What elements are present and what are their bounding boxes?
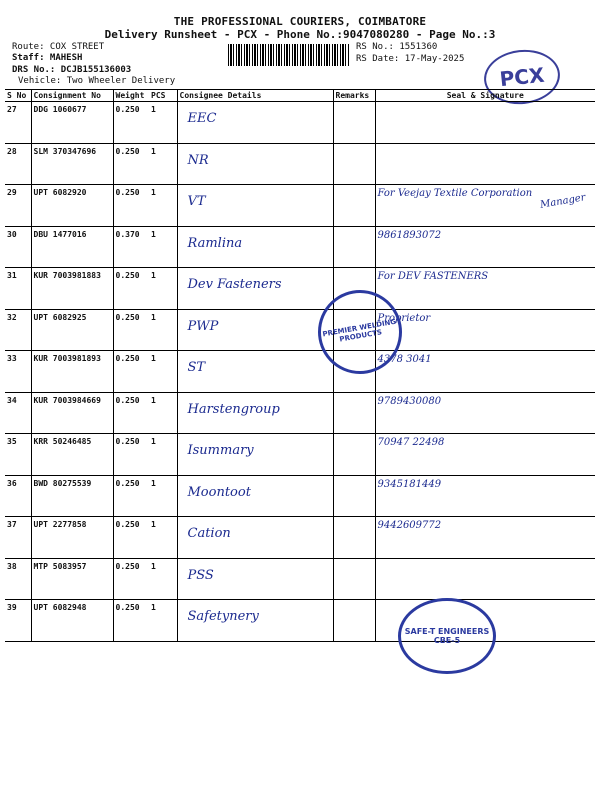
row-seal-text: 9789430080 <box>377 395 442 407</box>
safet-engineers-stamp <box>398 598 496 674</box>
row-consignee-text: Moontoot <box>187 484 251 500</box>
row-sno <box>5 351 31 393</box>
row-weight-text: 0.250 <box>115 561 140 571</box>
row-consignment-no-text: UPT 6082948 <box>33 603 87 612</box>
row-seal-text: 9861893072 <box>377 229 442 241</box>
row-pcs-text: 1 <box>151 354 156 363</box>
row-seal <box>375 517 595 559</box>
row-consignment-no-text: KUR 7003981893 <box>33 354 101 363</box>
row-pcs-text: 1 <box>151 478 156 488</box>
row-consignee <box>177 434 333 476</box>
row-seal <box>375 143 595 185</box>
row-consignment-no <box>31 309 113 351</box>
row-consignee-text: PSS <box>187 567 214 583</box>
row-weight-text: 0.250 <box>115 105 140 114</box>
row-pcs-text: 1 <box>151 312 156 322</box>
row-pcs <box>149 558 177 600</box>
row-sno-text: 37 <box>7 520 17 529</box>
row-sno-text: 36 <box>7 478 17 488</box>
row-pcs <box>149 143 177 185</box>
row-remarks <box>333 392 375 434</box>
barcode-icon <box>228 44 350 66</box>
row-consignee-text: ST <box>187 360 206 375</box>
row-pcs <box>149 309 177 351</box>
row-sno <box>5 600 31 642</box>
row-consignment-no <box>31 517 113 559</box>
rs-date: RS Date: 17-May-2025 <box>356 54 465 64</box>
row-consignee <box>177 268 333 310</box>
row-weight-text: 0.370 <box>115 229 140 239</box>
col-remarks: Remarks <box>333 90 375 102</box>
row-consignee-text: NR <box>187 152 209 168</box>
row-consignment-no <box>31 558 113 600</box>
row-seal-text: 70947 22498 <box>377 437 445 448</box>
row-weight <box>113 517 149 559</box>
row-weight-text: 0.250 <box>115 271 140 280</box>
row-sno <box>5 475 31 517</box>
row-seal <box>375 102 595 144</box>
row-sno-text: 38 <box>7 561 17 571</box>
row-consignment-no-text: UPT 6082920 <box>33 188 87 197</box>
row-consignment-no <box>31 434 113 476</box>
row-consignee <box>177 558 333 600</box>
row-weight-text: 0.250 <box>115 395 140 405</box>
row-sno-text: 29 <box>7 188 17 197</box>
row-seal-text: For DEV FASTENERS <box>377 271 489 282</box>
row-seal <box>375 309 595 351</box>
row-consignment-no-text: DDG 1060677 <box>33 105 87 114</box>
row-pcs <box>149 517 177 559</box>
row-pcs-text: 1 <box>151 229 156 239</box>
row-consignee-text: PWP <box>187 318 219 334</box>
row-weight <box>113 434 149 476</box>
company-title: THE PROFESSIONAL COURIERS, COIMBATORE <box>173 15 427 28</box>
row-weight <box>113 392 149 434</box>
table-header <box>5 90 595 102</box>
row-consignee <box>177 185 333 227</box>
table-row <box>5 102 595 144</box>
row-consignee-text: EEC <box>187 111 217 126</box>
row-sno-text: 32 <box>7 312 17 322</box>
row-weight <box>113 309 149 351</box>
row-seal-text: Proprietor <box>377 312 431 324</box>
manager-text: Manager <box>539 192 587 211</box>
row-weight <box>113 558 149 600</box>
row-sno-text: 34 <box>7 395 17 405</box>
row-pcs-text: 1 <box>151 561 156 571</box>
col-consignment: Consignment No <box>31 90 113 102</box>
row-consignment-no <box>31 226 113 268</box>
row-consignee-text: Ramlina <box>187 235 243 251</box>
col-seal: Seal & Signature <box>375 90 595 102</box>
row-remarks <box>333 434 375 476</box>
row-pcs-text: 1 <box>151 437 156 446</box>
row-weight <box>113 475 149 517</box>
row-remarks <box>333 143 375 185</box>
col-pcs: PCS <box>149 90 177 102</box>
row-pcs <box>149 226 177 268</box>
row-seal <box>375 434 595 476</box>
row-consignment-no <box>31 143 113 185</box>
row-pcs-text: 1 <box>151 271 156 280</box>
row-consignment-no-text: MTP 5083957 <box>33 561 87 571</box>
runsheet-subtitle: Delivery Runsheet - PCX - Phone No.:9047080280 - Page No.:3 <box>104 28 496 41</box>
col-weight: Weight <box>113 90 149 102</box>
row-consignee-text: Isummary <box>187 443 254 458</box>
row-consignee-text: Cation <box>187 526 231 541</box>
table-row <box>5 475 595 517</box>
row-consignment-no <box>31 102 113 144</box>
table-row <box>5 309 595 351</box>
row-weight-text: 0.250 <box>115 520 140 529</box>
row-consignee <box>177 226 333 268</box>
row-pcs-text: 1 <box>151 603 156 612</box>
row-consignee <box>177 600 333 642</box>
row-sno <box>5 434 31 476</box>
row-seal-text: 9442609772 <box>377 520 442 531</box>
row-consignment-no <box>31 351 113 393</box>
vehicle-label: Vehicle: Two Wheeler Delivery <box>18 76 176 86</box>
row-remarks <box>333 558 375 600</box>
row-consignee-text: VT <box>187 194 206 209</box>
row-consignment-no-text: BWD 80275539 <box>33 478 92 488</box>
drs-label: DRS No.: DCJB155136003 <box>12 65 132 75</box>
row-sno <box>5 558 31 600</box>
row-consignee <box>177 475 333 517</box>
row-pcs-text: 1 <box>151 520 156 529</box>
rs-number: RS No.: 1551360 <box>356 42 438 52</box>
row-consignment-no-text: KUR 7003984669 <box>33 395 101 405</box>
row-pcs <box>149 600 177 642</box>
row-consignee <box>177 351 333 393</box>
table-row <box>5 143 595 185</box>
row-consignee <box>177 392 333 434</box>
runsheet-table <box>5 89 595 642</box>
row-consignment-no-text: UPT 2277858 <box>33 520 87 529</box>
row-weight <box>113 102 149 144</box>
col-sno: S No <box>5 90 31 102</box>
row-consignment-no-text: KRR 50246485 <box>33 437 92 446</box>
premier-stamp-text: PREMIER WELDING PRODUCTS <box>321 317 397 344</box>
row-pcs <box>149 392 177 434</box>
row-pcs <box>149 351 177 393</box>
row-consignment-no-text: SLM 370347696 <box>33 146 97 156</box>
row-pcs <box>149 475 177 517</box>
row-sno <box>5 102 31 144</box>
table-row <box>5 226 595 268</box>
row-weight <box>113 268 149 310</box>
row-weight <box>113 600 149 642</box>
row-consignment-no <box>31 185 113 227</box>
staff-label: Staff: MAHESH <box>12 53 83 63</box>
row-sno-text: 33 <box>7 354 17 363</box>
row-sno-text: 35 <box>7 437 17 446</box>
row-consignee <box>177 517 333 559</box>
table-row <box>5 185 595 227</box>
pcx-stamp: PCX <box>481 46 562 108</box>
table-row <box>5 558 595 600</box>
row-weight-text: 0.250 <box>115 603 140 612</box>
row-weight <box>113 226 149 268</box>
row-consignee <box>177 143 333 185</box>
row-consignee-text: Safetynery <box>187 609 259 624</box>
row-weight <box>113 143 149 185</box>
row-pcs-text: 1 <box>151 188 156 197</box>
row-seal-text: 4378 3041 <box>377 354 432 365</box>
row-consignment-no-text: KUR 7003981883 <box>33 271 101 280</box>
row-seal <box>375 226 595 268</box>
row-remarks <box>333 185 375 227</box>
table-row <box>5 351 595 393</box>
table-row <box>5 517 595 559</box>
row-pcs <box>149 185 177 227</box>
row-consignment-no-text: UPT 6082925 <box>33 312 87 322</box>
row-sno <box>5 185 31 227</box>
row-seal <box>375 392 595 434</box>
col-consignee: Consignee Details <box>177 90 333 102</box>
row-seal <box>375 558 595 600</box>
row-sno <box>5 517 31 559</box>
row-sno <box>5 226 31 268</box>
row-sno <box>5 392 31 434</box>
row-remarks <box>333 475 375 517</box>
table-row <box>5 392 595 434</box>
row-remarks <box>333 102 375 144</box>
row-sno-text: 30 <box>7 229 17 239</box>
table-row <box>5 434 595 476</box>
row-pcs-text: 1 <box>151 395 156 405</box>
row-pcs-text: 1 <box>151 105 156 114</box>
route-label: Route: COX STREET <box>12 42 105 52</box>
row-seal-text: For Veejay Textile Corporation <box>377 188 533 199</box>
row-remarks <box>333 600 375 642</box>
row-consignment-no <box>31 392 113 434</box>
row-sno-text: 27 <box>7 105 17 114</box>
row-weight-text: 0.250 <box>115 354 140 363</box>
row-seal <box>375 268 595 310</box>
row-seal <box>375 351 595 393</box>
row-pcs <box>149 434 177 476</box>
row-weight-text: 0.250 <box>115 188 140 197</box>
row-sno <box>5 143 31 185</box>
table-row <box>5 600 595 642</box>
row-weight-text: 0.250 <box>115 146 140 156</box>
row-weight <box>113 351 149 393</box>
row-consignment-no <box>31 600 113 642</box>
row-remarks <box>333 517 375 559</box>
row-remarks <box>333 226 375 268</box>
row-sno <box>5 309 31 351</box>
row-sno-text: 31 <box>7 271 17 280</box>
row-consignment-no <box>31 268 113 310</box>
row-consignment-no <box>31 475 113 517</box>
safet-stamp-text: SAFE-T ENGINEERS CBE-5 <box>404 627 490 645</box>
row-sno-text: 28 <box>7 146 17 156</box>
row-weight <box>113 185 149 227</box>
row-pcs-text: 1 <box>151 146 156 156</box>
row-consignee <box>177 309 333 351</box>
row-sno-text: 39 <box>7 603 17 612</box>
row-weight-text: 0.250 <box>115 478 140 488</box>
row-pcs <box>149 102 177 144</box>
row-sno <box>5 268 31 310</box>
row-pcs <box>149 268 177 310</box>
row-weight-text: 0.250 <box>115 437 140 446</box>
row-consignee-text: Dev Fasteners <box>187 277 282 292</box>
row-consignment-no-text: DBU 1477016 <box>33 229 87 239</box>
table-row <box>5 268 595 310</box>
row-consignee-text: Harstengroup <box>187 401 280 417</box>
row-seal <box>375 475 595 517</box>
row-weight-text: 0.250 <box>115 312 140 322</box>
row-consignee <box>177 102 333 144</box>
row-seal-text: 9345181449 <box>377 478 442 490</box>
